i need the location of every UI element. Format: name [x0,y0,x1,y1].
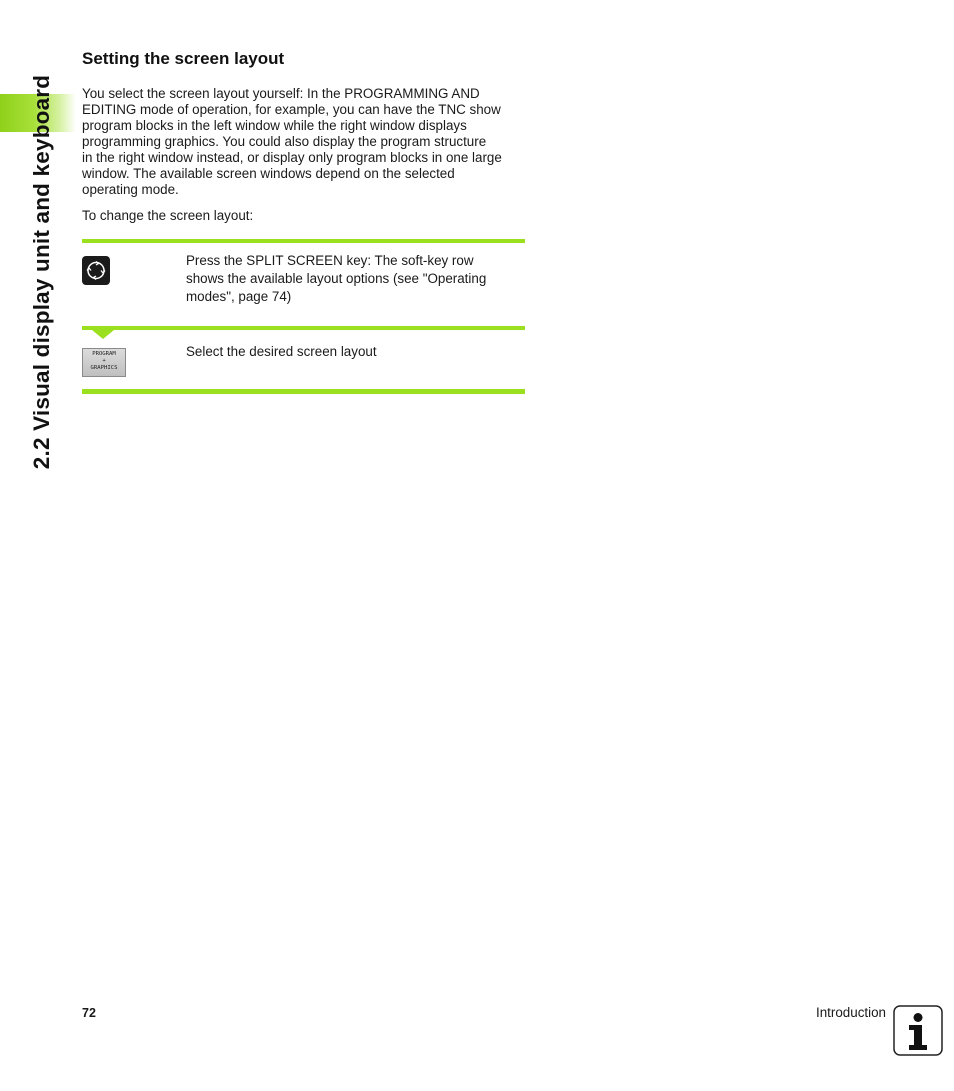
step-line: Press the SPLIT SCREEN key: The soft-key row [186,253,474,268]
step-divider [82,389,525,394]
info-icon [893,1005,943,1056]
step-divider [82,239,525,243]
section-heading: Setting the screen layout [82,49,285,68]
step-line: modes", page 74) [186,289,292,304]
step-1-text [186,252,521,306]
intro-line: window. The available screen windows depend on the selected [82,166,455,181]
chapter-title-text: 2.2 Visual display unit and keyboard [29,74,54,470]
instruction-text: To change the screen layout: [82,208,254,223]
softkey-line: GRAPHICS [90,365,118,371]
program-graphics-softkey-icon [82,348,126,377]
page-number: 72 [82,1006,96,1020]
step-divider [82,326,525,330]
down-arrow-icon [92,330,114,339]
step-line: shows the available layout options (see "Operating [186,271,487,286]
step-2-text [186,343,521,361]
intro-line: program blocks in the left window while the right window displays [82,118,467,133]
split-screen-key-icon [82,256,110,285]
intro-line: EDITING mode of operation, for example, you can have the TNC show [82,102,501,117]
step-line: Select the desired screen layout [186,344,377,359]
intro-line: in the right window instead, or display only program blocks in one large [82,150,502,165]
intro-paragraph [82,86,528,198]
intro-line: You select the screen layout yourself: In the PROGRAMMING AND [82,86,480,101]
softkey-line: + [102,358,106,364]
intro-line: operating mode. [82,182,179,197]
softkey-line: PROGRAM [92,351,116,357]
footer-section-name: Introduction [816,1005,886,1020]
intro-line: programming graphics. You could also display the program structure [82,134,487,149]
